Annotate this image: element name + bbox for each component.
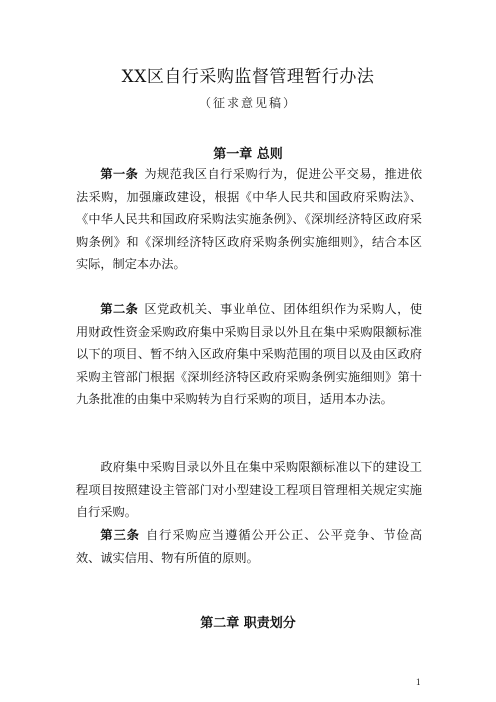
article-number: 第三条	[100, 528, 140, 542]
article-paragraph	[76, 298, 422, 411]
document-subtitle: （征求意见稿）	[198, 96, 297, 110]
article-paragraph	[76, 163, 422, 276]
article-text: 区党政机关、事业单位、团体组织作为采购人，使用财政性资金采购政府集中采购目录以外且在集中采购限额标准以下的项目、暂不纳入区政府集中采购范围的项目以及由区政府采购主管部门根据《深圳经济特区政府采购条例实施细则》第十九条批准的由集中采购转为自行采购的项目，适用本办法。	[76, 302, 423, 407]
article-text: 为规范我区自行采购行为，促进公平交易，推进依法采购，加强廉政建设，根据《中华人民共和国政府采购法》、《中华人民共和国政府采购法实施条例》、《深圳经济特区政府采购条例》和《深圳经济特区政府采购条例实施细则》，结合本区实际，制定本办法。	[76, 167, 423, 272]
article-paragraph	[76, 524, 422, 569]
article-text: 自行采购应当遵循公开公正、公平竞争、节俭高效、诚实信用、物有所值的原则。	[76, 528, 423, 565]
article-number: 第二条	[100, 302, 139, 316]
document-title: XX区自行采购监督管理暂行办法	[121, 67, 375, 87]
article-number: 第一条	[100, 167, 139, 181]
chapter-heading: 第二章 职责划分	[200, 616, 296, 631]
chapter-heading: 第一章 总则	[213, 147, 283, 162]
body-paragraph	[76, 456, 422, 524]
paragraph-text: 政府集中采购目录以外且在集中采购限额标准以下的建设工程项目按照建设主管部门对小型建设工程项目管理相关规定实施自行采购。	[76, 460, 422, 520]
page-number: 1	[416, 677, 421, 687]
